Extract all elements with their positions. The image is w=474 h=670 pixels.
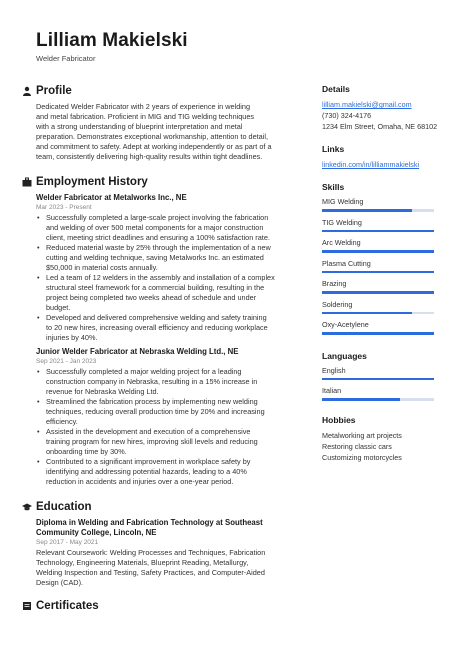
skill-level-fill bbox=[322, 332, 434, 335]
coursework-line: Technology, Engineering Materials, Blueprint Reading, Metallurgy, bbox=[36, 558, 249, 567]
list-item bbox=[46, 213, 298, 243]
hobbies-section bbox=[322, 415, 438, 463]
skill-level-bar bbox=[322, 250, 434, 253]
candidate-name: Lilliam Makielski bbox=[36, 30, 188, 51]
bullet-line: • Contributed to a significant improvement in workplace safety by bbox=[46, 457, 251, 466]
skill-item bbox=[322, 259, 438, 274]
skill-level-bar bbox=[322, 312, 434, 315]
job-date: Sep 2021 - Jan 2023 bbox=[36, 358, 97, 365]
skill-name: Oxy-Acetylene bbox=[322, 320, 369, 329]
language-level-bar bbox=[322, 378, 434, 381]
bullet-line: reduction in accidents and injuries over a one-year period. bbox=[46, 477, 234, 486]
bullet-line: $50,000 in material costs annually. bbox=[46, 263, 158, 272]
skill-name: Soldering bbox=[322, 299, 353, 309]
details-heading: Details bbox=[322, 84, 350, 94]
address: 1234 Elm Street, Omaha, NE 68102 bbox=[322, 122, 438, 131]
bullet-line: structural steel framework for a commercial building, resulting in the bbox=[46, 283, 265, 292]
email-link[interactable]: lilliam.makielski@gmail.com bbox=[322, 100, 412, 109]
profile-section bbox=[22, 85, 298, 162]
job-bullets bbox=[22, 213, 298, 343]
bullet-line: cutting and welding technique, saving Metalworks Inc. an estimated bbox=[46, 253, 264, 262]
main-column bbox=[22, 85, 298, 622]
bullet-line: • Assisted in the development and execution of a comprehensive bbox=[46, 427, 251, 436]
profile-line: preparation. Demonstrates exceptional workmanship, attention to detail, bbox=[36, 132, 269, 141]
skill-name: Arc Welding bbox=[322, 238, 361, 247]
certificates-section bbox=[22, 600, 298, 612]
skill-item bbox=[322, 218, 438, 233]
skill-level-bar bbox=[322, 332, 434, 335]
list-item bbox=[46, 367, 298, 397]
bullet-line: project being completed two weeks ahead of schedule and under bbox=[46, 293, 257, 302]
skill-level-fill bbox=[322, 271, 434, 274]
education-title bbox=[22, 518, 298, 538]
candidate-job-title: Welder Fabricator bbox=[36, 54, 96, 63]
bullet-line: client, meeting strict deadlines and ensuring a 100% satisfaction rate. bbox=[46, 233, 270, 242]
links-heading: Links bbox=[322, 144, 345, 154]
language-item bbox=[322, 366, 438, 381]
bullet-line: to 20 new hires, increasing overall efficiency and reducing workplace bbox=[46, 323, 268, 332]
skill-name: Brazing bbox=[322, 279, 347, 288]
education-title-line: Community College, Lincoln, NE bbox=[36, 528, 157, 537]
bullet-line: • Successfully completed a large-scale project involving the fabrication bbox=[46, 213, 269, 222]
list-item bbox=[46, 427, 298, 457]
education-heading bbox=[22, 501, 298, 513]
bullet-line: budget. bbox=[46, 303, 71, 312]
profile-line: and commitment to safety. Adept at working independently or as part of a bbox=[36, 142, 272, 151]
skill-name: Plasma Cutting bbox=[322, 258, 371, 268]
bullet-line: efficiency. bbox=[46, 417, 78, 426]
skill-level-bar bbox=[322, 209, 434, 212]
bullet-line: injuries by 40%. bbox=[46, 333, 98, 342]
job-bullets bbox=[22, 367, 298, 487]
job-date: Mar 2023 - Present bbox=[36, 204, 92, 211]
resume-header bbox=[36, 30, 188, 63]
skill-item bbox=[322, 238, 438, 253]
skill-level-fill bbox=[322, 291, 434, 294]
list-item bbox=[46, 243, 298, 273]
bullet-line: onboarding time by 30%. bbox=[46, 447, 127, 456]
language-level-bar bbox=[322, 398, 434, 401]
language-level-fill bbox=[322, 398, 400, 401]
skill-level-bar bbox=[322, 230, 434, 233]
bullet-line: and welding of over 500 metal components for a major construction bbox=[46, 223, 264, 232]
hobby-item: Restoring classic cars bbox=[322, 441, 392, 451]
list-item bbox=[46, 397, 298, 427]
skills-section bbox=[322, 182, 438, 335]
person-icon bbox=[22, 86, 32, 96]
profile-line: and metal fabrication. Proficient in MIG and TIG welding techniques bbox=[36, 112, 255, 121]
job-title: Welder Fabricator at Metalworks Inc., NE bbox=[36, 193, 187, 202]
hobby-item: Metalworking art projects bbox=[322, 430, 402, 440]
hobby-item: Customizing motorcycles bbox=[322, 452, 402, 462]
job-entry bbox=[22, 347, 298, 487]
sidebar bbox=[322, 84, 438, 475]
skill-name: MIG Welding bbox=[322, 197, 364, 206]
language-name: English bbox=[322, 365, 346, 375]
education-coursework bbox=[22, 548, 298, 588]
profile-line: team, consistently delivering high-quality results within tight deadlines. bbox=[36, 152, 263, 161]
languages-list bbox=[322, 366, 438, 401]
skills-list bbox=[322, 197, 438, 335]
bullet-line: training program for new hires, improving skill levels and reducing bbox=[46, 437, 258, 446]
profile-line: with a strong understanding of blueprint interpretation and metal bbox=[36, 122, 243, 131]
coursework-line: Design (CAD). bbox=[36, 578, 84, 587]
language-level-fill bbox=[322, 378, 434, 381]
coursework-line: Welding Inspection and Testing, Safety Practices, and Computer-Aided bbox=[36, 568, 265, 577]
certificates-heading-text: Certificates bbox=[36, 600, 99, 612]
skill-item bbox=[322, 197, 438, 212]
bullet-line: • Led a team of 12 welders in the assembly and installation of a complex bbox=[46, 273, 275, 282]
bullet-line: • Streamlined the fabrication process by implementing new welding bbox=[46, 397, 258, 406]
education-title-line: Diploma in Welding and Fabrication Technology at Southeast bbox=[36, 518, 263, 527]
employment-section bbox=[22, 176, 298, 487]
hobbies-heading: Hobbies bbox=[322, 414, 356, 425]
bullet-line: revenue for Nebraska Welding Ltd. bbox=[46, 387, 159, 396]
bullet-line: construction company in Nebraska, resulting in a 15% increase in bbox=[46, 377, 258, 386]
profile-heading bbox=[22, 85, 298, 97]
briefcase-icon bbox=[22, 177, 32, 187]
skill-item bbox=[322, 279, 438, 294]
bullet-line: • Reduced material waste by 25% through the implementation of a new bbox=[46, 243, 271, 252]
certificates-heading bbox=[22, 600, 298, 612]
skill-level-bar bbox=[322, 271, 434, 274]
language-name: Italian bbox=[322, 386, 342, 395]
list-item bbox=[46, 273, 298, 313]
language-item bbox=[322, 386, 438, 401]
skill-level-fill bbox=[322, 312, 412, 315]
skill-name: TIG Welding bbox=[322, 217, 362, 227]
details-section bbox=[322, 84, 438, 132]
education-date: Sep 2017 - May 2021 bbox=[36, 539, 99, 546]
bullet-line: techniques, reducing overall production time by 20% and increasing bbox=[46, 407, 265, 416]
certificate-icon bbox=[22, 601, 32, 611]
education-heading-text: Education bbox=[36, 501, 92, 513]
job-entry bbox=[22, 193, 298, 343]
skill-item bbox=[322, 300, 438, 315]
languages-heading: Languages bbox=[322, 350, 367, 361]
skills-heading: Skills bbox=[322, 182, 345, 192]
graduation-cap-icon bbox=[22, 502, 32, 512]
coursework-line: Relevant Coursework: Welding Processes and Techniques, Fabrication bbox=[36, 548, 266, 557]
employment-heading-text: Employment History bbox=[36, 176, 148, 188]
job-title: Junior Welder Fabricator at Nebraska Welding Ltd., NE bbox=[36, 347, 239, 356]
skill-level-fill bbox=[322, 209, 412, 212]
profile-heading-text: Profile bbox=[36, 85, 72, 97]
bullet-line: • Developed and delivered comprehensive welding and safety training bbox=[46, 313, 267, 322]
linkedin-link[interactable]: linkedin.com/in/lilliammakielski bbox=[322, 160, 420, 169]
profile-line: Dedicated Welder Fabricator with 2 years of experience in welding bbox=[36, 102, 251, 111]
employment-heading bbox=[22, 176, 298, 188]
education-section bbox=[22, 501, 298, 588]
profile-summary bbox=[22, 102, 298, 162]
list-item bbox=[46, 457, 298, 487]
skill-level-fill bbox=[322, 250, 434, 253]
skill-item bbox=[322, 320, 438, 335]
bullet-line: identifying and addressing potential hazards, leading to a 40% bbox=[46, 467, 247, 476]
list-item bbox=[46, 313, 298, 343]
skill-level-bar bbox=[322, 291, 434, 294]
skill-level-fill bbox=[322, 230, 434, 233]
bullet-line: • Successfully completed a major welding project for a leading bbox=[46, 367, 242, 376]
languages-section bbox=[322, 351, 438, 401]
phone-number: (730) 324-4176 bbox=[322, 111, 372, 120]
links-section bbox=[322, 144, 438, 170]
